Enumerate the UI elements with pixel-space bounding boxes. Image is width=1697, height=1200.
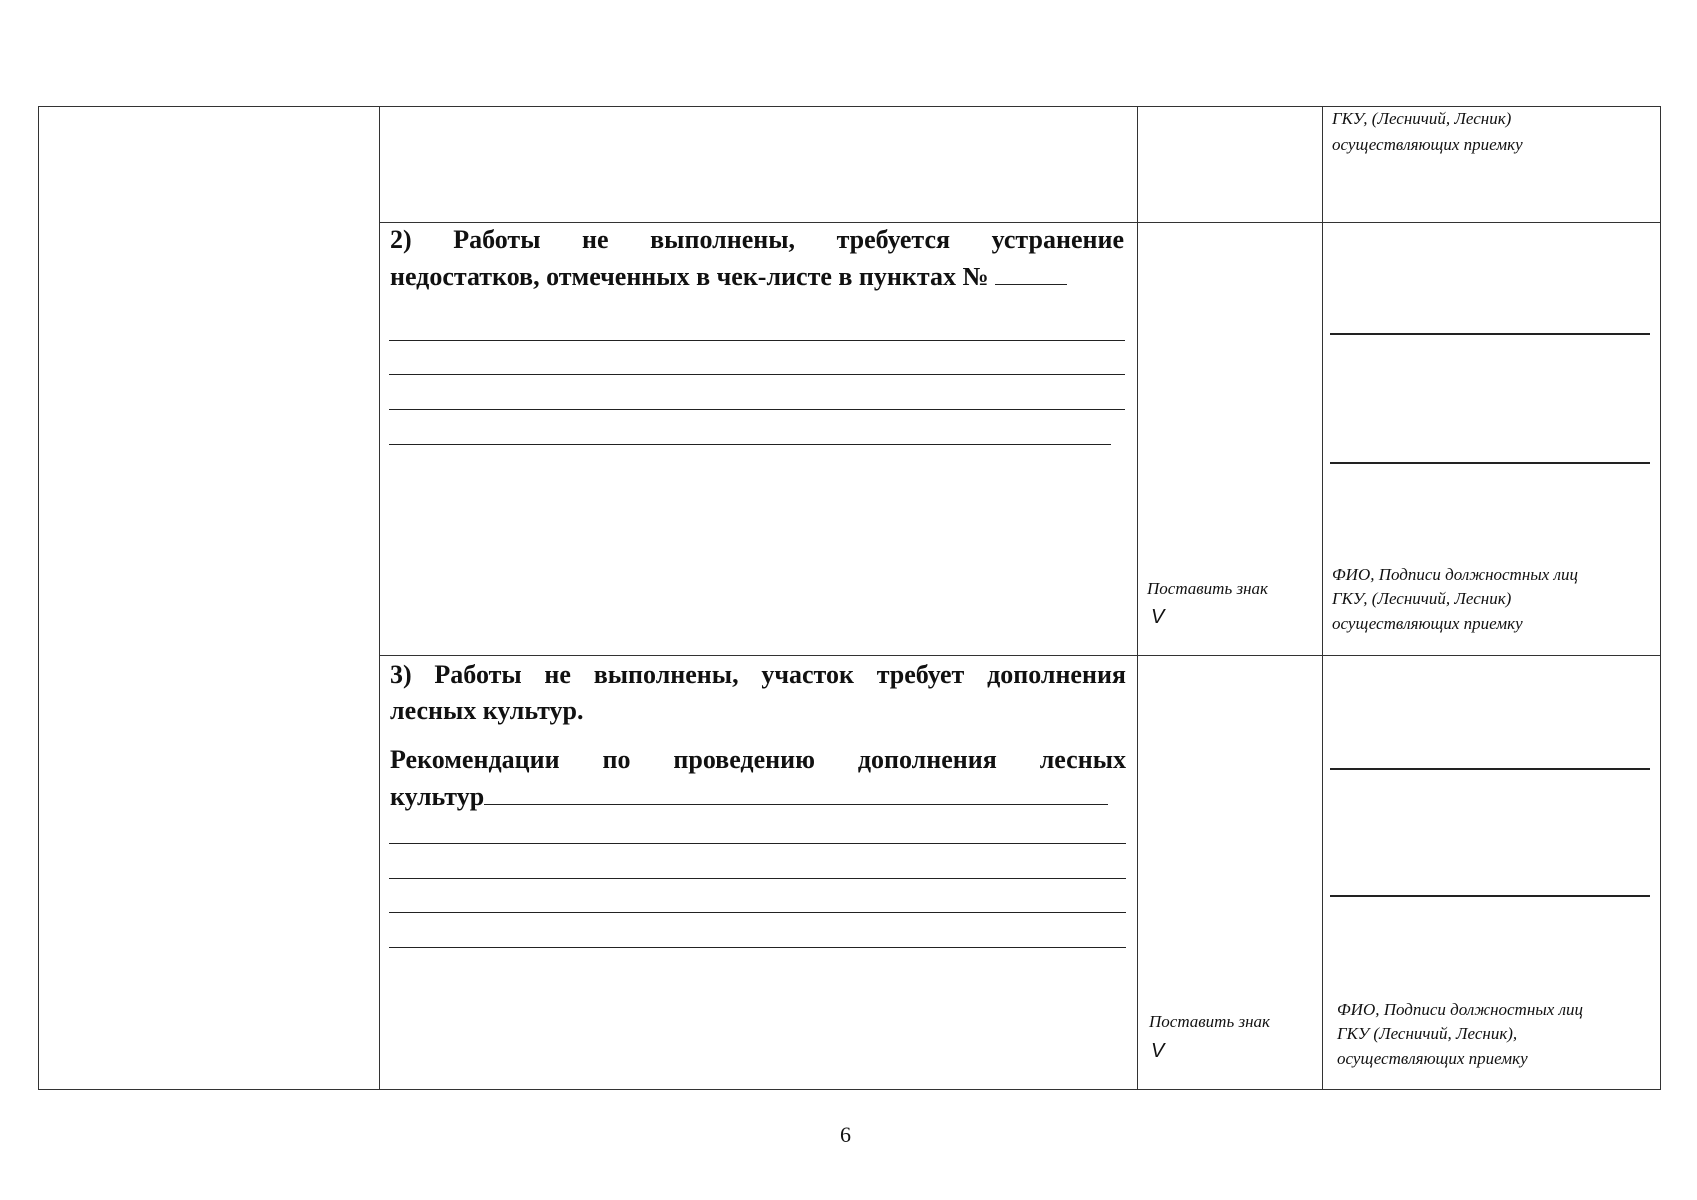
row3-recommendation-line-2 — [390, 778, 1108, 815]
row2-signer-line-2: ГКУ, (Лесничий, Лесник) — [1332, 589, 1512, 608]
row3-recommendation-line-1: Рекомендации по проведению дополнения лесных — [390, 745, 1126, 774]
row2-mark-label: Поставить знак — [1147, 579, 1268, 598]
row3-signer-line-2: ГКУ (Лесничий, Лесник), — [1337, 1024, 1518, 1043]
row3-text-line-1: 3) Работы не выполнены, участок требует дополнения — [390, 660, 1126, 689]
row2-check-mark[interactable]: V — [1151, 606, 1165, 628]
row3-signature-line-2[interactable] — [1330, 895, 1650, 897]
row3-signature-line-1[interactable] — [1330, 768, 1650, 770]
row2-answer-line-1[interactable] — [389, 340, 1125, 341]
row2-signer-line-1: ФИО, Подписи должностных лиц — [1332, 565, 1578, 584]
row3-text-line-2: лесных культур. — [390, 696, 584, 725]
row2-text-line-1: 2) Работы не выполнены, требуется устранение — [390, 225, 1124, 254]
row3-signer-line-1: ФИО, Подписи должностных лиц — [1337, 1000, 1583, 1019]
row2-text-line-2 — [390, 258, 1067, 295]
row3-signer-line-3: осуществляющих приемку — [1337, 1049, 1528, 1068]
column-divider-1 — [379, 106, 380, 1090]
row3-answer-line-1[interactable] — [389, 843, 1126, 844]
row2-answer-line-3[interactable] — [389, 409, 1125, 410]
row3-answer-line-4[interactable] — [389, 947, 1126, 948]
row2-signature-line-2[interactable] — [1330, 462, 1650, 464]
row1-signer-line-1: ГКУ, (Лесничий, Лесник) — [1332, 109, 1512, 128]
row3-answer-line-2[interactable] — [389, 878, 1126, 879]
row3-answer-line-3[interactable] — [389, 912, 1126, 913]
row3-recommendation-label: культур — [390, 782, 485, 811]
row2-answer-line-2[interactable] — [389, 374, 1125, 375]
row2-signature-line-1[interactable] — [1330, 333, 1650, 335]
row2-text-line-2-label: недостатков, отмеченных в чек-листе в пунктах № — [390, 262, 989, 291]
row3-check-mark[interactable]: V — [1151, 1040, 1165, 1062]
row3-recommendation-field[interactable] — [484, 778, 1108, 805]
column-divider-2 — [1137, 106, 1138, 1090]
page-number: 6 — [840, 1122, 851, 1147]
row1-signer-line-2: осуществляющих приемку — [1332, 135, 1523, 154]
row-divider-2 — [379, 655, 1661, 656]
row2-items-number-field[interactable] — [995, 258, 1067, 285]
row2-signer-line-3: осуществляющих приемку — [1332, 614, 1523, 633]
row2-answer-line-4[interactable] — [389, 444, 1111, 445]
row3-mark-label: Поставить знак — [1149, 1012, 1270, 1031]
column-divider-3 — [1322, 106, 1323, 1090]
